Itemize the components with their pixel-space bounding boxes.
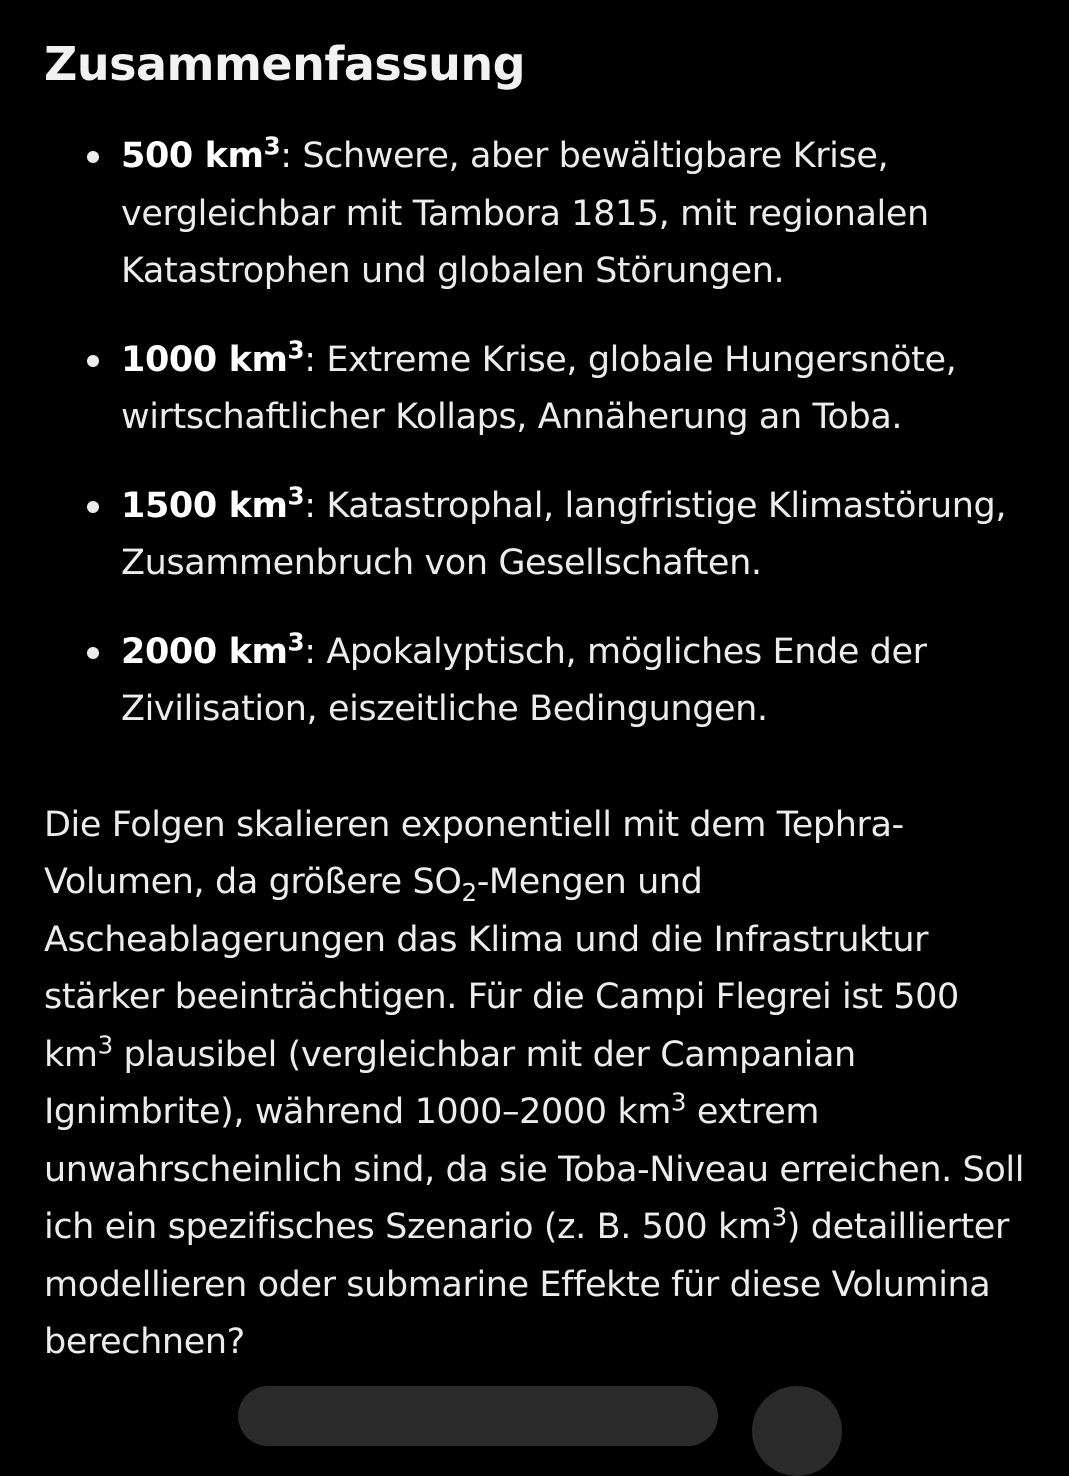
- item-text: : Apokalyptisch, mögliches Ende der Zivilisation, eiszeitliche Bedingungen.: [121, 631, 927, 729]
- bullet-icon: [87, 647, 99, 659]
- item-label: 500 $km^3$: [121, 131, 281, 176]
- item-label: 2000 $km^3$: [121, 626, 305, 672]
- bullet-icon: [87, 151, 99, 163]
- item-label: 1500 $km^3$: [121, 480, 305, 526]
- item-text: : Extreme Krise, globale Hungersnöte, wirtschaftlicher Kollaps, Annäherung an Toba.: [121, 339, 957, 437]
- list-item: [44, 332, 1034, 447]
- bullet-icon: [87, 355, 99, 367]
- item-text: : Schwere, aber bewältigbare Krise, vergleichbar mit Tambora 1815, mit regionalen Katastrophen und globalen Störungen.: [121, 136, 929, 291]
- list-item: [44, 624, 1034, 739]
- summary-list: [44, 128, 1034, 739]
- conclusion-paragraph: Die Folgen skalieren exponentiell mit dem Tephra-Volumen, da größere $SO_2$-Mengen und Ascheablagerungen das Klima und die Infrastruktur stärker beeinträchtigen. Für die Campi Flegrei ist 500 $km^3$ plausibel (vergleichbar mit der Campanian Ignimbrite), während 1000–2000 $km^3$ extrem unwahrscheinlich sind, da sie Toba-Niveau erreichen. Soll ich ein spezifisches Szenario (z. B. 500 $km^3$) detaillierter modellieren oder submarine Effekte für diese Volumina berechnen?: [44, 804, 1025, 1362]
- bottom-action-button[interactable]: [752, 1386, 842, 1476]
- message-content: [44, 30, 1034, 1372]
- item-text: : Katastrophal, langfristige Klimastörung, Zusammenbruch von Gesellschaften.: [121, 485, 1007, 583]
- bottom-action-bar[interactable]: [238, 1386, 718, 1446]
- item-label: 1000 $km^3$: [121, 334, 305, 380]
- bullet-icon: [87, 501, 99, 513]
- list-item: [44, 478, 1034, 593]
- list-item: [44, 128, 1034, 301]
- summary-heading: Zusammenfassung: [44, 37, 526, 91]
